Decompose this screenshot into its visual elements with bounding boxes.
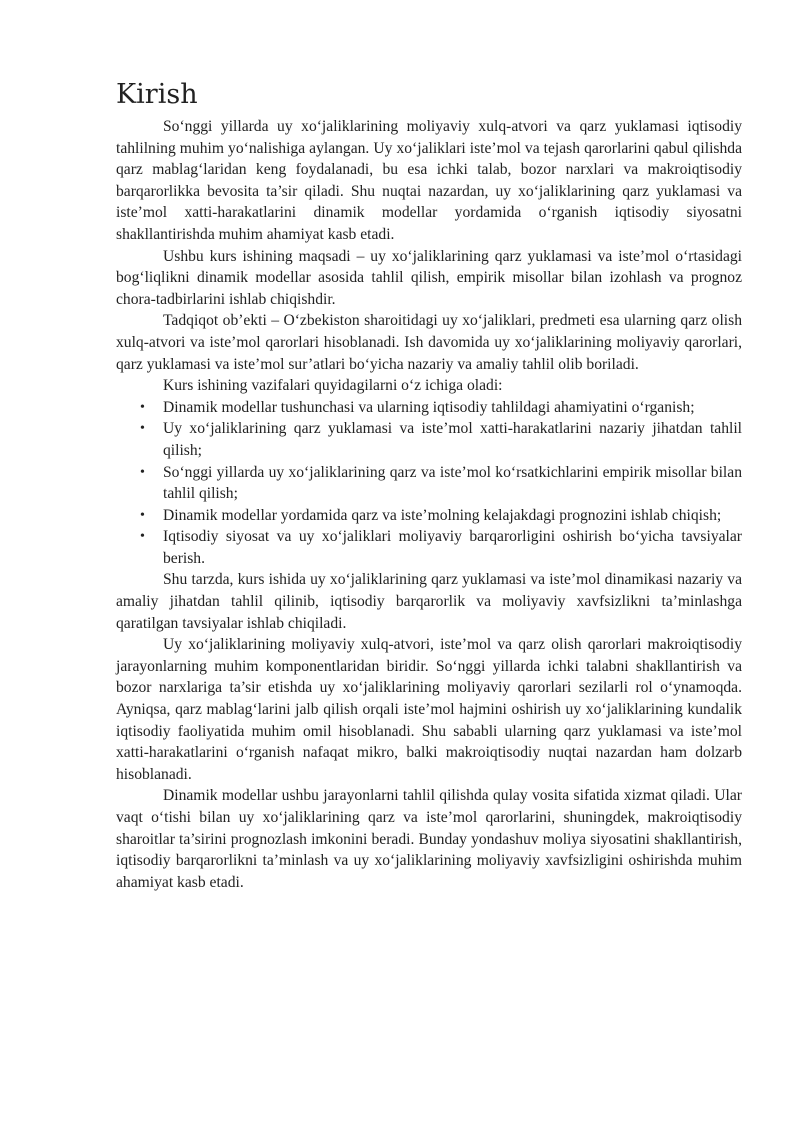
bullet-icon: •: [140, 529, 145, 545]
bullet-icon: •: [140, 399, 145, 415]
tasks-list: [116, 397, 742, 570]
bullet-icon: •: [140, 421, 145, 437]
document-page: [116, 78, 742, 893]
paragraph-dynamic-models: Dinamik modellar ushbu jarayonlarni tahlil qilishda qulay vosita sifatida xizmat qiladi. Ular vaqt o‘tishi bilan uy xo‘jaliklarining qarz va iste’mol qarorlarini, shuningdek, makroiqtisodiy sharoitlar ta’sirini prognozlash imkonini beradi. Bunday yondashuv moliya siyosatini shakllantirish, iqtisodiy barqarorlikni ta’minlash va uy xo‘jaliklarining moliyaviy xavfsizligini oshirishda muhim ahamiyat kasb etadi.: [116, 787, 742, 891]
paragraph-behavior: Uy xo‘jaliklarining moliyaviy xulq-atvori, iste’mol va qarz olish qarorlari makroiqtisodiy jarayonlarning muhim komponentlaridan biridir. So‘nggi yillarda ichki talabni shakllantirish va bozor narxlariga ta’sir etishda uy xo‘jaliklarining moliyaviy qarorlari sezilarli rol o‘ynamoqda. Ayniqsa, qarz mablag‘larini jalb qilish orqali iste’mol hajmini oshirish uy xo‘jaliklarining kundalik iqtisodiy faoliyatida muhim omil hisoblanadi. Shu sababli ularning qarz yuklamasi va iste’mol xatti-harakatlarini o‘rganish nafaqat mikro, balki makroiqtisodiy nuqtai nazardan ham dolzarb hisoblanadi.: [116, 636, 742, 783]
paragraph-tasks-lead: Kurs ishining vazifalari quyidagilarni o‘z ichiga oladi:: [163, 377, 503, 395]
list-item-text: Iqtisodiy siyosat va uy xo‘jaliklari moliyaviy barqarorligini oshirish bo‘yicha tavsiyalar berish.: [163, 528, 742, 567]
list-item-text: Dinamik modellar yordamida qarz va iste’molning kelajakdagi prognozini ishlab chiqish;: [163, 506, 722, 524]
list-item-text: So‘nggi yillarda uy xo‘jaliklarining qarz va iste’mol ko‘rsatkichlarini empirik misollar bilan tahlil qilish;: [163, 463, 742, 503]
bullet-icon: •: [140, 464, 145, 480]
list-item: [140, 526, 742, 569]
bullet-icon: •: [140, 507, 145, 523]
list-item: [140, 505, 742, 527]
section-heading: Kirish: [116, 79, 198, 110]
list-item: [140, 418, 742, 461]
paragraph-intro-1: So‘nggi yillarda uy xo‘jaliklarining moliyaviy xulq-atvori va qarz yuklamasi iqtisodiy tahlilning muhim yo‘nalishiga aylangan. Uy xo‘jaliklari iste’mol va tejash qarorlarini qabul qilishda qarz mablag‘laridan keng foydalanadi, bu esa ichki talab, bozor narxlari va makroiqtisodiy barqarorlikka bevosita ta’sir qiladi. Shu nuqtai nazardan, uy xo‘jaliklarining qarz yuklamasi va iste’mol xatti-harakatlarini dinamik modellar yordamida o‘rganish iqtisodiy siyosatni shakllantirishda muhim ahamiyat kasb etadi.: [116, 118, 742, 243]
list-item-text: Uy xo‘jaliklarining qarz yuklamasi va iste’mol xatti-harakatlarini nazariy jihatdan tahlil qilish;: [163, 420, 742, 459]
paragraph-object: Tadqiqot ob’ekti – O‘zbekiston sharoitidagi uy xo‘jaliklari, predmeti esa ularning qarz olish xulq-atvori va iste’mol qarorlari hisoblanadi. Ish davomida uy xo‘jaliklarining moliyaviy qarorlari, qarz yuklamasi va iste’mol sur’atlari bo‘yicha nazariy va amaliy tahlil olib boriladi.: [116, 312, 742, 373]
list-item: [140, 397, 742, 419]
list-item-text: Dinamik modellar tushunchasi va ularning iqtisodiy tahlildagi ahamiyatini o‘rganish;: [163, 398, 695, 416]
paragraph-aim: Ushbu kurs ishining maqsadi – uy xo‘jaliklarining qarz yuklamasi va iste’mol o‘rtasidagi bog‘liqlikni dinamik modellar asosida tahlil qilish, empirik misollar bilan izohlash va prognoz chora-tadbirlarini ishlab chiqishdir.: [116, 247, 742, 308]
paragraph-summary: Shu tarzda, kurs ishida uy xo‘jaliklarining qarz yuklamasi va iste’mol dinamikasi nazariy va amaliy jihatdan tahlil qilinib, iqtisodiy barqarorlik va moliyaviy xavfsizlikni ta’minlashga qaratilgan tavsiyalar ishlab chiqiladi.: [116, 571, 742, 632]
list-item: [140, 462, 742, 505]
